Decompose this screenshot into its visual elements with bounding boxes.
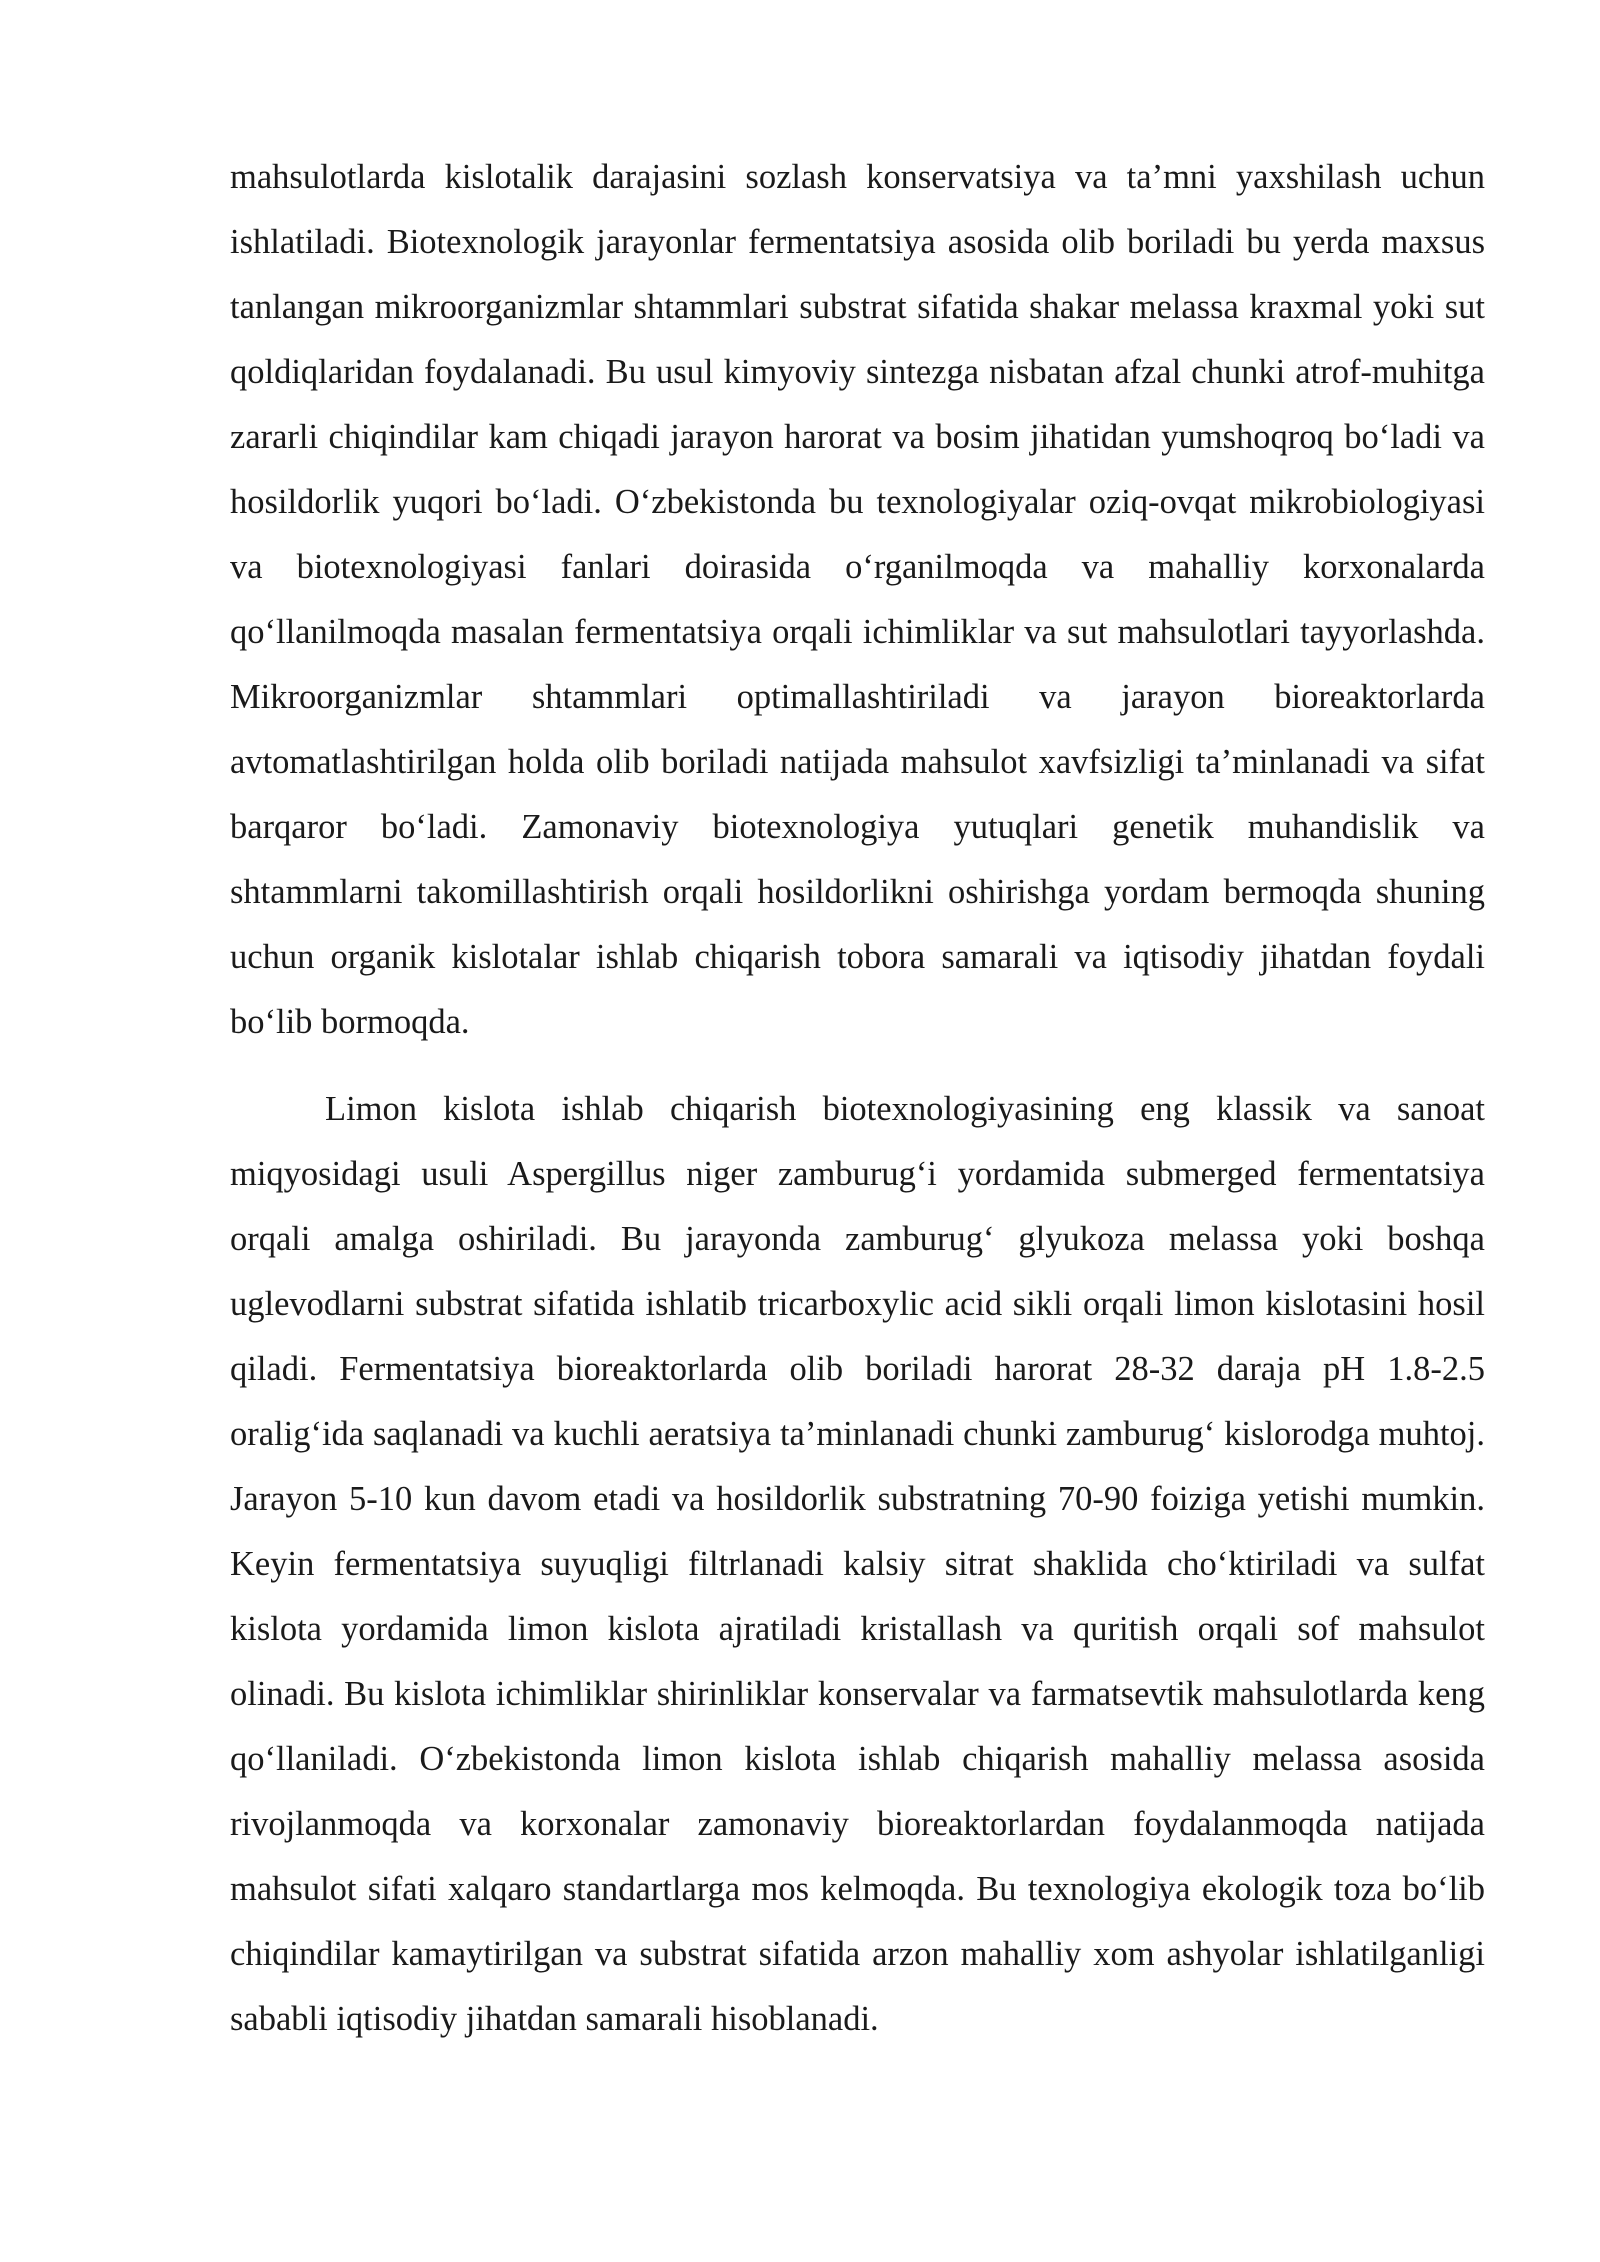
paragraph-limon-kislota: Limon kislota ishlab chiqarish biotexnologiyasining eng klassik va sanoat miqyosidagi usuli Aspergillus niger zamburug‘i yordamida submerged fermentatsiya orqali amalga oshiriladi. Bu jarayonda zamburug‘ glyukoza melassa yoki boshqa uglevodlarni substrat sifatida ishlatib tricarboxylic acid sikli orqali limon kislotasini hosil qiladi. Fermentatsiya bioreaktorlarda olib boriladi harorat 28-32 daraja pH 1.8-2.5 oralig‘ida saqlanadi va kuchli aeratsiya ta’minlanadi chunki zamburug‘ kislorodga muhtoj. Jarayon 5-10 kun davom etadi va hosildorlik substratning 70-90 foiziga yetishi mumkin. Keyin fermentatsiya suyuqligi filtrlanadi kalsiy sitrat shaklida cho‘ktiriladi va sulfat kislota yordamida limon kislota ajratiladi kristallash va quritish orqali sof mahsulot olinadi. Bu kislota ichimliklar shirinliklar konservalar va farmatsevtik mahsulotlarda keng qo‘llaniladi. O‘zbekistonda limon kislota ishlab chiqarish mahalliy melassa asosida rivojlanmoqda va korxonalar zamonaviy bioreaktorlardan foydalanmoqda natijada mahsulot sifati xalqaro standartlarga mos kelmoqda. Bu texnologiya ekologik toza bo‘lib chiqindilar kamaytirilgan va substrat sifatida arzon mahalliy xom ashyolar ishlatilganligi sababli iqtisodiy jihatdan samarali hisoblanadi. (230, 1090, 1485, 2038)
document-page (230, 145, 1485, 2052)
paragraph-continued: mahsulotlarda kislotalik darajasini sozlash konservatsiya va ta’mni yaxshilash uchun ishlatiladi. Biotexnologik jarayonlar fermentatsiya asosida olib boriladi bu yerda maxsus tanlangan mikroorganizmlar shtammlari substrat sifatida shakar melassa kraxmal yoki sut qoldiqlaridan foydalanadi. Bu usul kimyoviy sintezga nisbatan afzal chunki atrof-muhitga zararli chiqindilar kam chiqadi jarayon harorat va bosim jihatidan yumshoqroq bo‘ladi va hosildorlik yuqori bo‘ladi. O‘zbekistonda bu texnologiyalar oziq-ovqat mikrobiologiyasi va biotexnologiyasi fanlari doirasida o‘rganilmoqda va mahalliy korxonalarda qo‘llanilmoqda masalan fermentatsiya orqali ichimliklar va sut mahsulotlari tayyorlashda. Mikroorganizmlar shtammlari optimallashtiriladi va jarayon bioreaktorlarda avtomatlashtirilgan holda olib boriladi natijada mahsulot xavfsizligi ta’minlanadi va sifat barqaror bo‘ladi. Zamonaviy biotexnologiya yutuqlari genetik muhandislik va shtammlarni takomillashtirish orqali hosildorlikni oshirishga yordam bermoqda shuning uchun organik kislotalar ishlab chiqarish tobora samarali va iqtisodiy jihatdan foydali bo‘lib bormoqda. (230, 158, 1485, 1041)
